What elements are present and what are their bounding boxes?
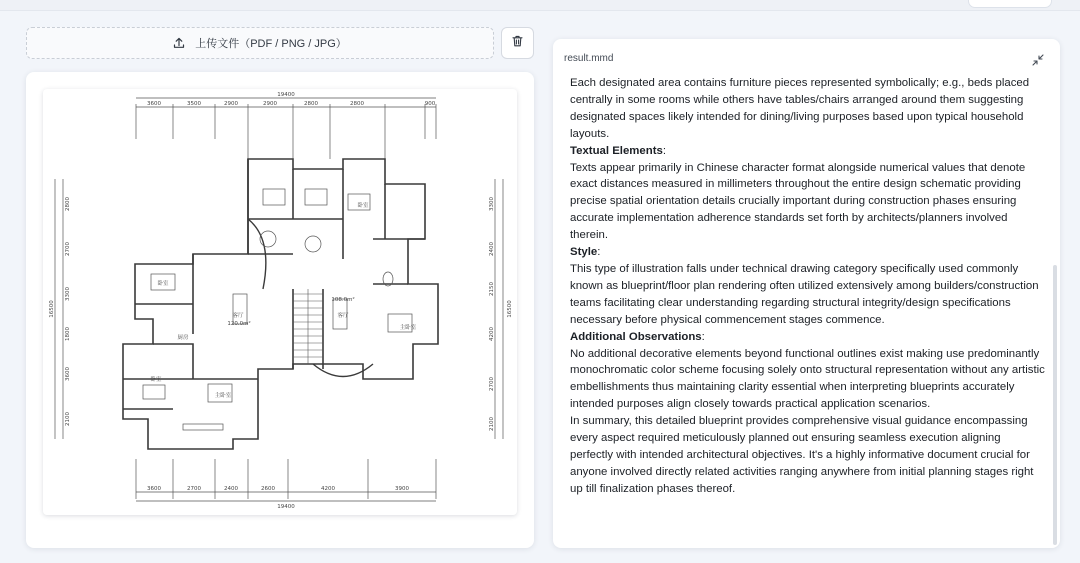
dimension-label: 900 [424, 101, 436, 107]
result-paragraph: In summary, this detailed blueprint provides comprehensive visual guidance encompassing every aspect required meticulously planned out ensuring seamless execution aligning perfectly with intended architectural objectives. It's a highly informative document crucial for anyone involved directly related activities ranging anywhere from initial planning stages right up till finalization phases thereof. [570, 415, 1034, 495]
dimension-label: 2700 [187, 486, 201, 492]
dimension-total-label: 19400 [277, 92, 295, 98]
room-label: 主卧室 [399, 325, 417, 331]
dimension-label: 2400 [224, 486, 238, 492]
dimension-total-label: 19400 [277, 504, 295, 510]
dimension-label: 3600 [147, 101, 161, 107]
dimension-label: 3900 [395, 486, 409, 492]
dimension-label: 2100 [489, 417, 495, 431]
scrollbar[interactable] [1053, 265, 1057, 545]
room-label: 主卧室 [214, 393, 232, 399]
collapse-icon[interactable] [1032, 53, 1044, 65]
result-panel [553, 39, 1060, 548]
dimension-label: 2150 [489, 282, 495, 296]
dimension-label: 1800 [65, 327, 71, 341]
room-label: 卧室 [150, 377, 162, 383]
room-label: 卧室 [357, 203, 369, 209]
dimension-label: 2900 [263, 101, 277, 107]
section-heading-text: Textual Elements [570, 144, 663, 157]
room-label: 厨房 [177, 335, 189, 341]
result-file-name: result.mmd [564, 53, 614, 64]
dimension-label: 2800 [65, 197, 71, 211]
section-heading-suffix: : [597, 246, 601, 259]
dimension-label: 2700 [489, 377, 495, 391]
dimension-label: 2700 [65, 242, 71, 256]
room-label: 客厅 [337, 313, 349, 319]
preview-panel [26, 72, 534, 548]
dimension-label: 2900 [224, 101, 238, 107]
section-heading [570, 329, 1045, 346]
section-heading-suffix: : [701, 330, 705, 343]
dimension-label: 3600 [147, 486, 161, 492]
section-heading-text: Style [570, 246, 598, 259]
dimension-label: 2100 [65, 412, 71, 426]
dimension-label: 2400 [489, 242, 495, 256]
dimension-label: 2800 [304, 101, 318, 107]
dimension-total-label: 16500 [507, 300, 513, 318]
trash-icon [512, 34, 523, 52]
dimension-label: 3300 [489, 197, 495, 211]
dimension-label: 3600 [65, 367, 71, 381]
dimension-label: 2800 [350, 101, 364, 107]
floor-plan-preview [43, 89, 517, 515]
result-content [570, 75, 1045, 498]
dimension-label: 3300 [65, 287, 71, 301]
dimension-label: 2600 [261, 486, 275, 492]
section-heading-suffix: : [662, 144, 667, 157]
floor-plan-image [43, 89, 517, 515]
dimension-label: 3500 [187, 101, 201, 107]
room-label: 客厅 [232, 313, 244, 319]
result-paragraph: This type of illustration falls under technical drawing category specifically used commonly known as blueprint/floor plan rendering often utilized extensively among builders/construction teams facilitating clear understanding regarding structural integrity/design specifications necessary before physical commencement stages commence. [570, 262, 1039, 326]
dimension-label: 4200 [321, 486, 335, 492]
upload-icon [173, 37, 185, 49]
dimension-total-label: 16500 [49, 300, 55, 318]
result-paragraph: Texts appear primarily in Chinese character format alongside numerical values that denote exact distances measured in millimeters throughout the entire design schematic providing precise spatial orientation details crucially important during construction phases ensuring accurate implementation adherence standards set forth by architects/planners involved therein. [570, 161, 1026, 242]
section-heading-text: Additional Observations [570, 330, 702, 343]
result-paragraph: Each designated area contains furniture pieces represented symbolically; e.g., beds placed centrally in some rooms while others have tables/chairs arranged around them suggesting designated spaces likely intended for dining/living purposes based upon typical household layouts. [570, 77, 1030, 140]
section-heading [570, 244, 1045, 261]
dimension-label: 4200 [489, 327, 495, 341]
result-paragraph: No additional decorative elements beyond functional outlines exist making use predominantly monochromatic color scheme focusing solely onto structural representation without any artistic embellishments thus maintaining clarity essential when interpreting blueprints accurately intended purposes align closely towards practical application scenarios. [570, 347, 1045, 411]
top-bar [0, 0, 1080, 11]
upload-label: 上传文件（PDF / PNG / JPG） [195, 38, 347, 50]
section-heading [570, 143, 1045, 160]
area-label: 120.0m² [227, 321, 251, 327]
delete-button[interactable] [501, 27, 534, 59]
upload-button[interactable] [26, 27, 494, 59]
area-label: 108.0m² [331, 297, 355, 303]
room-label: 卧室 [157, 281, 169, 287]
top-bar-button[interactable] [968, 0, 1052, 8]
